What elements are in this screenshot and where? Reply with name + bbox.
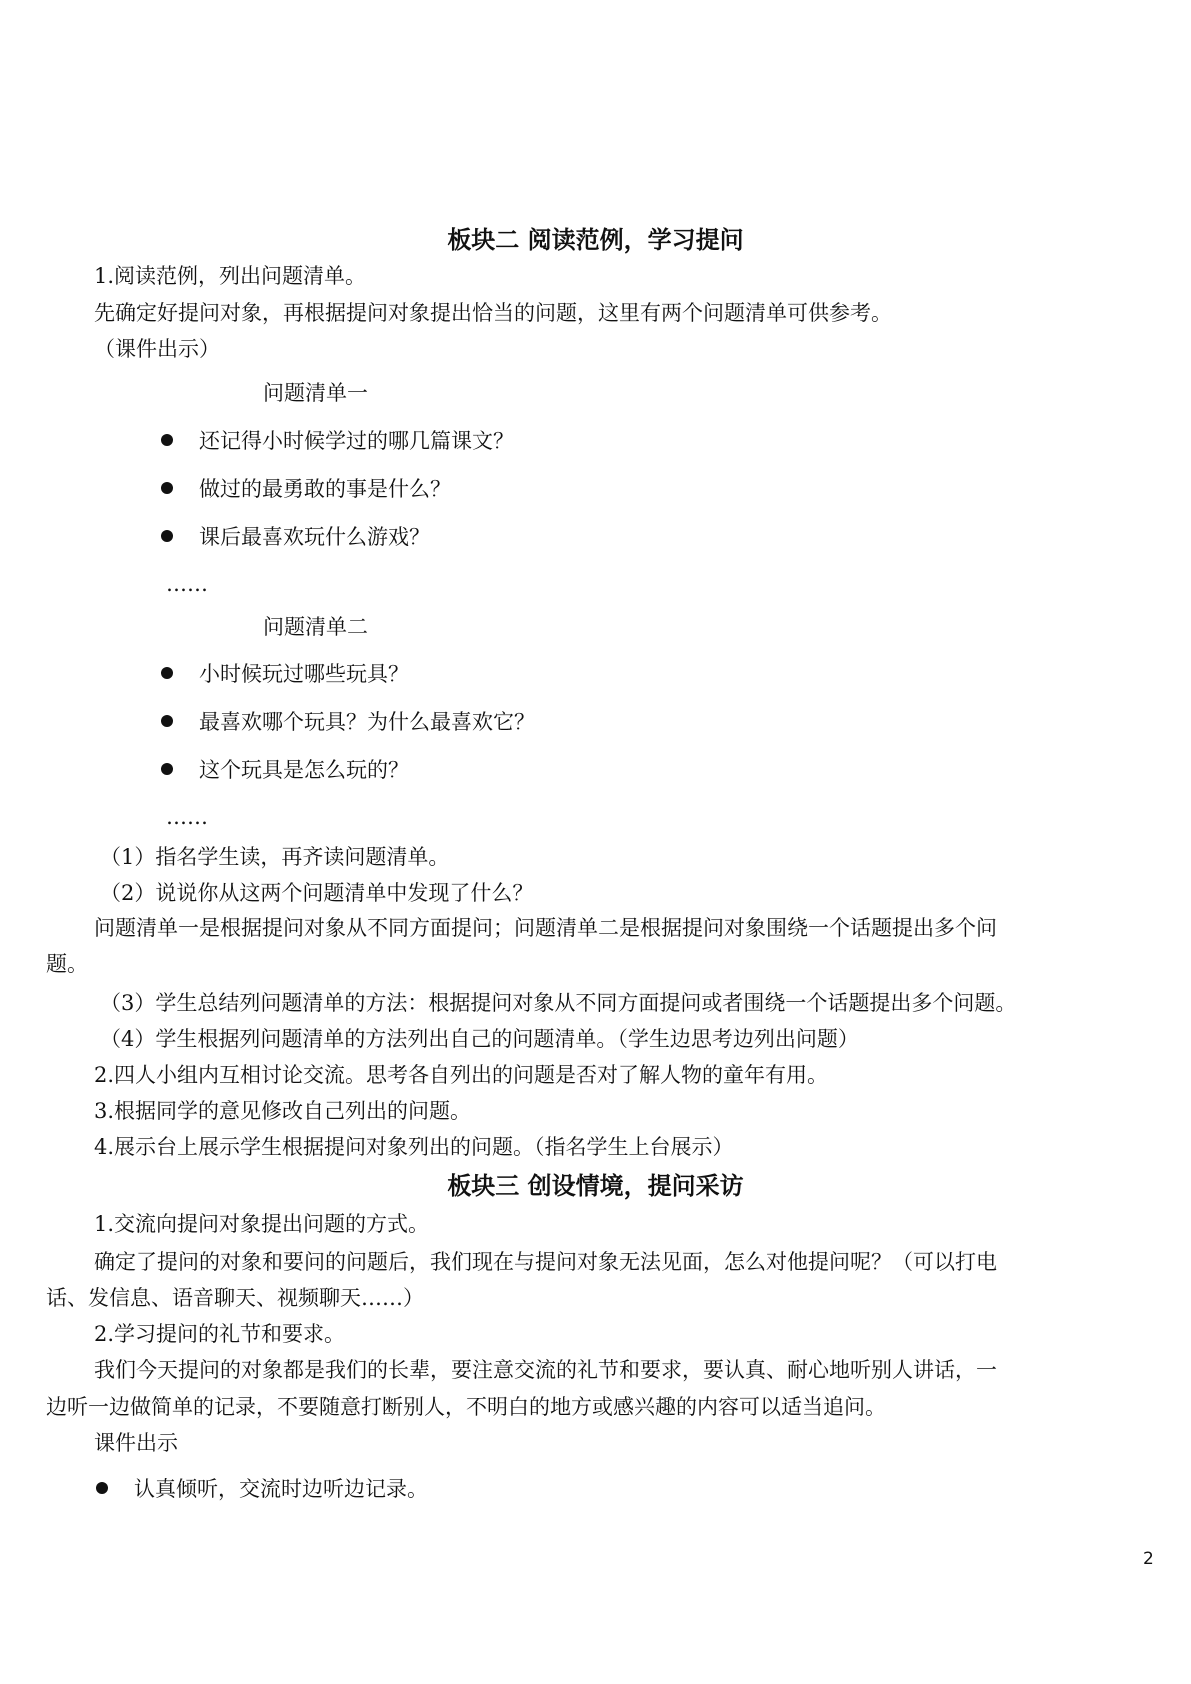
- paragraph: 先确定好提问对象，再根据提问对象提出恰当的问题，这里有两个问题清单可供参考。: [94, 301, 892, 325]
- ellipsis: ……: [166, 805, 208, 829]
- list-item: 最喜欢哪个玩具？为什么最喜欢它？: [161, 708, 535, 736]
- paragraph: 问题清单一是根据提问对象从不同方面提问；问题清单二是根据提问对象围绕一个话题提出多个问: [94, 916, 997, 940]
- page-number: 2: [1143, 1549, 1154, 1569]
- paragraph: 课件出示: [94, 1431, 178, 1455]
- paragraph: 题。: [46, 952, 88, 976]
- section3-heading: 板块三 创设情境，提问采访: [447, 1172, 744, 1200]
- paragraph: 确定了提问的对象和要问的问题后，我们现在与提问对象无法见面，怎么对他提问呢？（可以打电: [94, 1250, 997, 1274]
- paragraph: 3.根据同学的意见修改自己列出的问题。: [94, 1099, 472, 1123]
- bullet-dot-icon: [161, 667, 173, 679]
- list2-title: 问题清单二: [263, 615, 368, 639]
- bullet-dot-icon: [161, 482, 173, 494]
- paragraph: 2.学习提问的礼节和要求。: [94, 1322, 346, 1346]
- paragraph: 边听一边做简单的记录，不要随意打断别人，不明白的地方或感兴趣的内容可以适当追问。: [46, 1395, 886, 1419]
- ellipsis: ……: [166, 572, 208, 596]
- bullet-dot-icon: [161, 434, 173, 446]
- paragraph: 4.展示台上展示学生根据提问对象列出的问题。（指名学生上台展示）: [94, 1135, 734, 1159]
- paragraph: （课件出示）: [94, 337, 220, 361]
- paragraph: （1）指名学生读，再齐读问题清单。: [100, 845, 450, 869]
- paragraph: 我们今天提问的对象都是我们的长辈，要注意交流的礼节和要求，要认真、耐心地听别人讲话，一: [94, 1358, 997, 1382]
- list-item: 还记得小时候学过的哪几篇课文？: [161, 427, 514, 455]
- list1-title: 问题清单一: [263, 381, 368, 405]
- section2-heading: 板块二 阅读范例，学习提问: [447, 226, 744, 254]
- list-item: 做过的最勇敢的事是什么？: [161, 475, 451, 503]
- list-item: 认真倾听，交流时边听边记录。: [96, 1475, 428, 1503]
- paragraph: 2.四人小组内互相讨论交流。思考各自列出的问题是否对了解人物的童年有用。: [94, 1063, 829, 1087]
- bullet-dot-icon: [161, 530, 173, 542]
- paragraph: 1.交流向提问对象提出问题的方式。: [94, 1212, 430, 1236]
- bullet-dot-icon: [96, 1482, 108, 1494]
- bullet-dot-icon: [161, 715, 173, 727]
- bullet-dot-icon: [161, 763, 173, 775]
- paragraph: 话、发信息、语音聊天、视频聊天……）: [46, 1286, 424, 1310]
- list-item: 课后最喜欢玩什么游戏？: [161, 523, 430, 551]
- list-item: 这个玩具是怎么玩的？: [161, 756, 409, 784]
- paragraph: （3）学生总结列问题清单的方法：根据提问对象从不同方面提问或者围绕一个话题提出多个问题。: [100, 991, 1017, 1015]
- list-item: 小时候玩过哪些玩具？: [161, 660, 409, 688]
- paragraph: （4）学生根据列问题清单的方法列出自己的问题清单。（学生边思考边列出问题）: [100, 1027, 859, 1051]
- paragraph: 1.阅读范例，列出问题清单。: [94, 264, 367, 288]
- paragraph: （2）说说你从这两个问题清单中发现了什么？: [100, 881, 534, 905]
